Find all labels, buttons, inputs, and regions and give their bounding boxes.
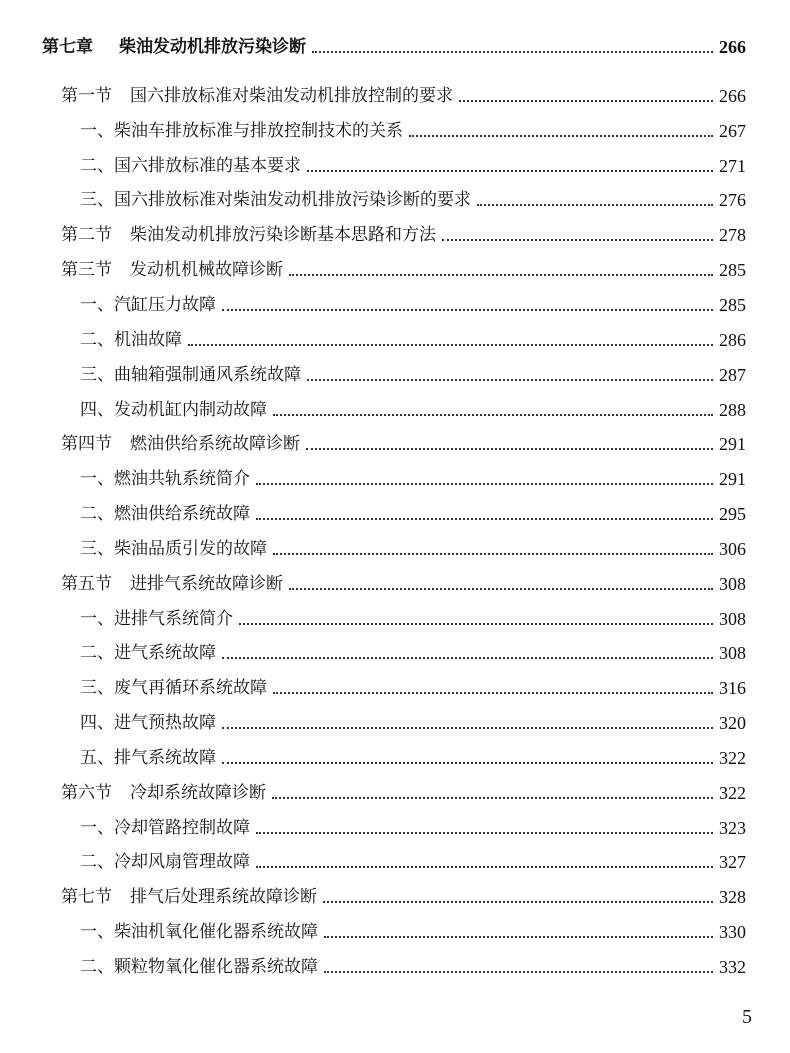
- toc-section-number: 第五节: [61, 574, 112, 594]
- toc-page-number: 286: [719, 330, 746, 350]
- toc-subsection-entry: [80, 495, 746, 525]
- toc-subsection-title: 一、柴油车排放标准与排放控制技术的关系: [80, 121, 403, 141]
- toc-leader-dots: [323, 901, 713, 903]
- toc-page-number: 308: [719, 643, 746, 663]
- toc-subsection-title: 三、柴油品质引发的故障: [80, 539, 267, 559]
- toc-subsection-title: 二、机油故障: [80, 330, 182, 350]
- toc-section-entry: [61, 425, 746, 455]
- toc-leader-dots: [222, 727, 713, 729]
- toc-section-number: 第二节: [61, 225, 112, 245]
- toc-subsection-entry: [80, 913, 746, 943]
- toc-leader-dots: [256, 483, 713, 485]
- toc-section-number: 第七节: [61, 887, 112, 907]
- toc-section-title: 燃油供给系统故障诊断: [130, 434, 300, 454]
- toc-page-number: 288: [719, 400, 746, 420]
- toc-page-number: 267: [719, 121, 746, 141]
- toc-page-number: 332: [719, 957, 746, 977]
- toc-subsection-entry: [80, 809, 746, 839]
- toc-page-number: 285: [719, 260, 746, 280]
- toc-page-number: 291: [719, 434, 746, 454]
- toc-leader-dots: [459, 100, 713, 102]
- toc-subsection-entry: [80, 321, 746, 351]
- page-footer-number: 5: [742, 1006, 752, 1028]
- toc-subsection-entry: [80, 181, 746, 211]
- toc-subsection-entry: [80, 460, 746, 490]
- toc-leader-dots: [256, 832, 713, 834]
- toc-subsection-title: 二、燃油供给系统故障: [80, 504, 250, 524]
- toc-subsection-entry: [80, 286, 746, 316]
- toc-leader-dots: [272, 797, 713, 799]
- toc-subsection-entry: [80, 147, 746, 177]
- toc-page-number: 320: [719, 713, 746, 733]
- toc-entry-label: [61, 573, 283, 595]
- toc-page-number: 278: [719, 225, 746, 245]
- toc-section-entry: [61, 77, 746, 107]
- toc-subsection-title: 三、曲轴箱强制通风系统故障: [80, 365, 301, 385]
- toc-leader-dots: [256, 866, 713, 868]
- toc-page-number: 327: [719, 852, 746, 872]
- toc-page-number: 328: [719, 887, 746, 907]
- toc-subsection-title: 一、冷却管路控制故障: [80, 818, 250, 838]
- toc-page-number: 271: [719, 156, 746, 176]
- toc-subsection-title: 二、颗粒物氧化催化器系统故障: [80, 957, 318, 977]
- toc-section-title: 排气后处理系统故障诊断: [130, 887, 317, 907]
- toc-page-number: 291: [719, 469, 746, 489]
- toc-section-title: 冷却系统故障诊断: [130, 783, 266, 803]
- toc-leader-dots: [222, 657, 713, 659]
- toc-entry-label: [61, 224, 436, 246]
- toc-subsection-title: 一、进排气系统简介: [80, 609, 233, 629]
- toc-subsection-title: 一、汽缸压力故障: [80, 295, 216, 315]
- toc-subsection-title: 五、排气系统故障: [80, 748, 216, 768]
- toc-section-entry: [61, 216, 746, 246]
- toc-subsection-entry: [80, 948, 746, 978]
- toc-leader-dots: [273, 414, 713, 416]
- toc-section-title: 柴油发动机排放污染诊断基本思路和方法: [130, 225, 436, 245]
- toc-section-number: 第四节: [61, 434, 112, 454]
- toc-leader-dots: [289, 274, 713, 276]
- toc-page-number: 295: [719, 504, 746, 524]
- toc-page-number: 266: [719, 86, 746, 106]
- toc-page-number: 330: [719, 922, 746, 942]
- toc-chapter-title: 柴油发动机排放污染诊断: [119, 37, 306, 57]
- toc-subsection-title: 二、冷却风扇管理故障: [80, 852, 250, 872]
- toc-subsection-title: 一、燃油共轨系统简介: [80, 469, 250, 489]
- toc-subsection-entry: [80, 356, 746, 386]
- toc-page-number: 316: [719, 678, 746, 698]
- toc-section-number: 第六节: [61, 783, 112, 803]
- toc-subsection-entry: [80, 530, 746, 560]
- toc-subsection-entry: [80, 739, 746, 769]
- toc-leader-dots: [306, 448, 713, 450]
- toc-leader-dots: [273, 692, 713, 694]
- toc-section-entry: [61, 878, 746, 908]
- toc-section-entry: [61, 774, 746, 804]
- toc-section-number: 第三节: [61, 260, 112, 280]
- toc-leader-dots: [273, 553, 713, 555]
- toc-entry-label: [61, 886, 317, 908]
- toc-leader-dots: [188, 344, 713, 346]
- toc-entry-label: [42, 36, 306, 58]
- toc-page-number: 308: [719, 574, 746, 594]
- toc-page-number: 322: [719, 783, 746, 803]
- toc-leader-dots: [289, 588, 713, 590]
- toc-leader-dots: [477, 204, 713, 206]
- toc-page-number: 276: [719, 190, 746, 210]
- toc-section-title: 发动机机械故障诊断: [130, 260, 283, 280]
- toc-leader-dots: [324, 936, 713, 938]
- toc-subsection-entry: [80, 704, 746, 734]
- toc-entry-label: [61, 433, 300, 455]
- toc-subsection-entry: [80, 634, 746, 664]
- toc-page-number: 266: [719, 37, 746, 57]
- toc-subsection-entry: [80, 669, 746, 699]
- toc-subsection-title: 三、废气再循环系统故障: [80, 678, 267, 698]
- toc-chapter-number: 第七章: [42, 37, 93, 57]
- toc-entry-label: [61, 259, 283, 281]
- toc-section-entry: [61, 565, 746, 595]
- toc-entry-label: [61, 85, 453, 107]
- toc-page-number: 322: [719, 748, 746, 768]
- toc-subsection-entry: [80, 600, 746, 630]
- toc-leader-dots: [312, 51, 713, 53]
- toc-leader-dots: [307, 170, 713, 172]
- toc-subsection-title: 一、柴油机氧化催化器系统故障: [80, 922, 318, 942]
- toc-section-title: 进排气系统故障诊断: [130, 574, 283, 594]
- toc-leader-dots: [324, 971, 713, 973]
- toc-subsection-entry: [80, 843, 746, 873]
- toc-subsection-entry: [80, 391, 746, 421]
- toc-leader-dots: [222, 309, 713, 311]
- toc-page-number: 306: [719, 539, 746, 559]
- toc-subsection-title: 三、国六排放标准对柴油发动机排放污染诊断的要求: [80, 190, 471, 210]
- toc-subsection-title: 二、国六排放标准的基本要求: [80, 156, 301, 176]
- toc-section-entry: [61, 251, 746, 281]
- toc-page-number: 285: [719, 295, 746, 315]
- toc-subsection-title: 四、进气预热故障: [80, 713, 216, 733]
- toc-leader-dots: [222, 762, 713, 764]
- toc-section-number: 第一节: [61, 86, 112, 106]
- toc-subsection-title: 四、发动机缸内制动故障: [80, 400, 267, 420]
- toc-leader-dots: [442, 239, 713, 241]
- toc-leader-dots: [239, 623, 713, 625]
- toc-section-title: 国六排放标准对柴油发动机排放控制的要求: [130, 86, 453, 106]
- toc-subsection-title: 二、进气系统故障: [80, 643, 216, 663]
- toc-leader-dots: [256, 518, 713, 520]
- toc-chapter-entry: [42, 28, 746, 58]
- toc-subsection-entry: [80, 112, 746, 142]
- toc-page-number: 308: [719, 609, 746, 629]
- toc-page-number: 323: [719, 818, 746, 838]
- toc-leader-dots: [307, 379, 713, 381]
- toc-entry-label: [61, 782, 266, 804]
- toc-leader-dots: [409, 135, 713, 137]
- toc-page-number: 287: [719, 365, 746, 385]
